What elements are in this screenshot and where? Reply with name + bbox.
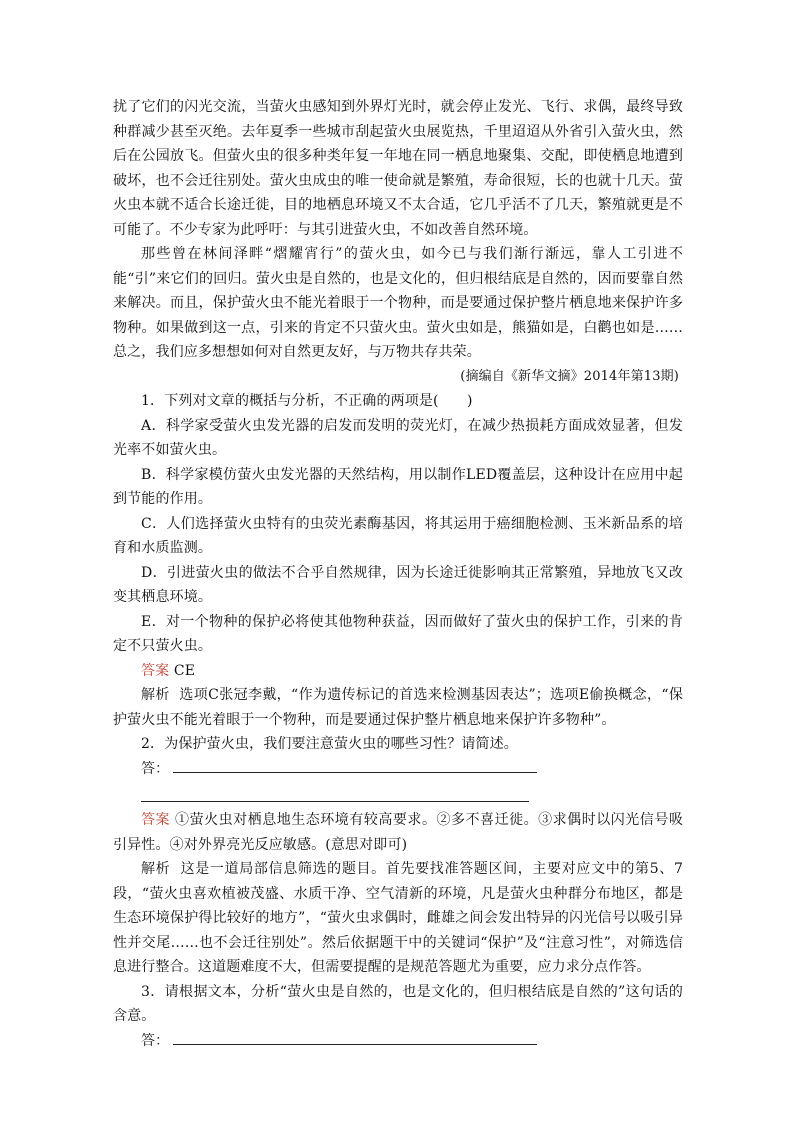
question-2-analysis: [113, 857, 683, 980]
question-2-answer: [113, 808, 683, 857]
analysis-label: 解析: [141, 687, 170, 703]
question-2-answer-line: [113, 757, 683, 782]
question-1-option-c: C．人们选择萤火虫特有的虫荧光素酶基因，将其运用于癌细胞检测、玉米新品系的培育和水质监测。: [113, 515, 683, 556]
question-3-answer-line: [113, 1029, 683, 1054]
answer-blank-2[interactable]: [141, 781, 529, 802]
answer-label: 答案: [141, 662, 170, 679]
passage-paragraph-2: 那些曾在林间泽畔“熠耀宵行”的萤火虫，如今已与我们渐行渐远，靠人工引进不能“引”来它们的回归。萤火虫是自然的，也是文化的，但归根结底是自然的，因而要靠自然来解决。而且，保护萤火虫不能光着眼于一个物种，而是要通过保护整片栖息地来保护许多物种。如果做到这一点，引来的肯定不只萤火虫。萤火虫如是，熊猫如是，白鹳也如是……总之，我们应多想想如何对自然更友好，与万物共存共荣。: [113, 246, 683, 360]
question-1-option-d: D．引进萤火虫的做法不合乎自然规律，因为长途迁徙影响其正常繁殖，异地放飞又改变其栖息环境。: [113, 564, 683, 605]
passage-source: (摘编自《新华文摘》2014年第13期): [460, 368, 679, 384]
question-1-option-e: E．对一个物种的保护必将使其他物种获益，因而做好了萤火虫的保护工作，引来的肯定不只萤火虫。: [113, 613, 683, 654]
analysis-label: 解析: [141, 861, 171, 877]
analysis-text: 选项C张冠李戴，“作为遗传标记的首选来检测基因表达”；选项E偷换概念，“保护萤火虫不能光着眼于一个物种，而是要通过保护整片栖息地来保护许多物种”。: [113, 687, 683, 728]
question-1-option-a: A．科学家受萤火虫发光器的启发而发明的荧光灯，在减少热损耗方面成效显著，但发光率不如萤火虫。: [113, 417, 683, 458]
passage-paragraph-1: 扰了它们的闪光交流，当萤火虫感知到外界灯光时，就会停止发光、飞行、求偶，最终导致种群减少甚至灭绝。去年夏季一些城市刮起萤火虫展览热，千里迢迢从外省引入萤火虫，然后在公园放飞。但萤火虫的很多种类年复一年地在同一栖息地聚集、交配，即使栖息地遭到破坏，也不会迁往别处。萤火虫成虫的唯一使命就是繁殖，寿命很短，长的也就十几天。萤火虫本就不适合长途迁徙，目的地栖息环境又不太合适，它几乎活不了几天，繁殖就更是不可能了。不少专家为此呼吁：与其引进萤火虫，不如改善自然环境。: [113, 99, 683, 238]
question-3-stem: 3．请根据文本，分析“萤火虫是自然的，也是文化的，但归根结底是自然的”这句话的含意。: [113, 983, 683, 1024]
question-2-stem: 2．为保护萤火虫，我们要注意萤火虫的哪些习性？请简述。: [141, 736, 518, 752]
question-1-option-b: B．科学家模仿萤火虫发光器的天然结构，用以制作LED覆盖层，这种设计在应用中起到节能的作用。: [113, 466, 683, 507]
question-1-answer: [113, 659, 683, 684]
answer-blank-1[interactable]: [173, 1029, 537, 1045]
question-1-analysis: [113, 683, 683, 732]
answer-label: 答案: [141, 812, 171, 828]
answer-text: ①萤火虫对栖息地生态环境有较高要求。②多不喜迁徙。③求偶时以闪光信号吸引异性。④对外界亮光反应敏感。(意思对即可): [113, 812, 684, 853]
answer-text: CE: [173, 662, 196, 679]
answer-prompt: 答：: [141, 1032, 170, 1049]
answer-blank-1[interactable]: [173, 757, 537, 773]
question-1-stem: 1．下列对文章的概括与分析，不正确的两项是( ): [141, 393, 473, 409]
document-body: [113, 95, 683, 1053]
answer-prompt: 答：: [141, 760, 170, 777]
analysis-text: 这是一道局部信息筛选的题目。首先要找准答题区间，主要对应文中的第5、7段，“萤火虫喜欢植被茂盛、水质干净、空气清新的环境，凡是萤火虫种群分布地区，都是生态环境保护得比较好的地方”，“萤火虫求偶时，雌雄之间会发出特异的闪光信号以吸引异性并交尾……也不会迁往别处”。然后依据题干中的关键词“保护”及“注意习性”，对筛选信息进行整合。这道题难度不大，但需要提醒的是规范答题尤为重要，应力求分点作答。: [113, 861, 684, 975]
